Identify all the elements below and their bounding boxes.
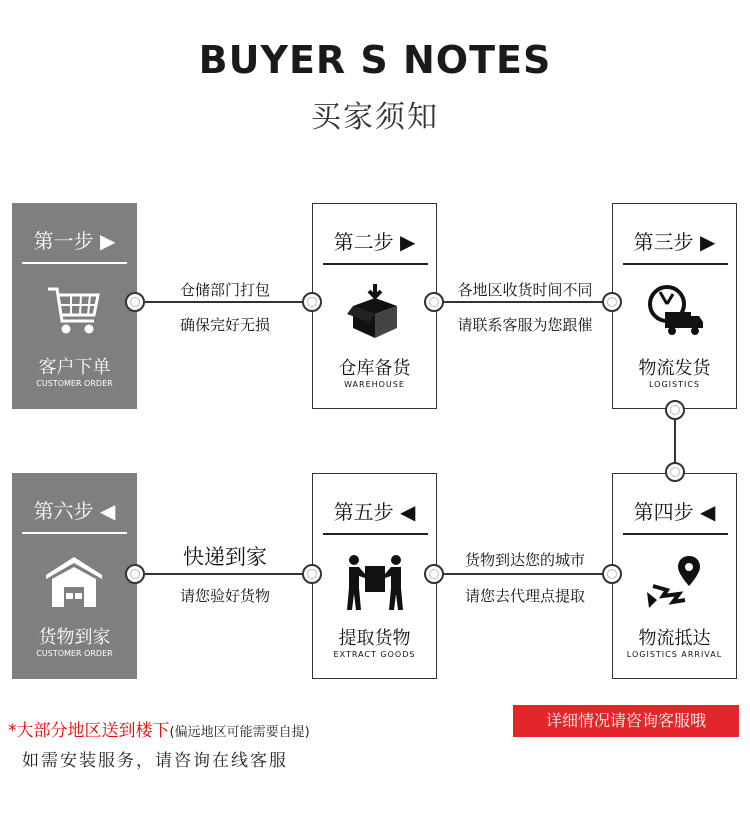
connector-2-3-top: 各地区收货时间不同 [457,281,593,299]
step-4-card [612,473,737,679]
step-3-subtitle: LOGISTICS [648,380,700,389]
divider [323,533,428,535]
step-1-subtitle: CUSTOMER ORDER [36,379,113,388]
step-1-card [12,203,137,409]
connector-node [665,400,685,420]
cart-icon [44,281,104,341]
connector-node [665,462,685,482]
step-2-title: 仓库备货 [338,358,411,379]
step-5-label: 第五步 ◀ [333,500,416,524]
step-3-card [612,203,737,409]
title-chinese: 买家须知 [311,100,439,135]
connector-2-3-bottom: 请联系客服为您跟催 [457,316,593,334]
connector-line [145,301,311,303]
connector-line [437,573,611,575]
step-6-label: 第六步 ◀ [33,499,116,523]
step-2-subtitle: WAREHOUSE [344,380,405,389]
step-6-card [12,473,137,679]
map-pin-icon [645,552,705,612]
porters-icon [345,552,405,612]
step-5-subtitle: EXTRACT GOODS [333,650,416,659]
box-icon [345,282,405,342]
connector-node [302,292,322,312]
step-4-title: 物流抵达 [638,628,711,649]
divider [22,262,127,264]
connector-node [424,564,444,584]
step-2-label: 第二步 ▶ [333,230,416,254]
delivery-note [8,716,310,741]
step-1-label: 第一步 ▶ [33,229,116,253]
connector-5-6-top: 快递到家 [183,545,267,569]
title-english: BUYER S NOTES [198,38,552,82]
connector-4-5-bottom: 请您去代理点提取 [464,587,585,605]
connector-node [302,564,322,584]
install-note: 如需安装服务，请咨询在线客服 [22,751,288,771]
house-icon [39,551,109,611]
divider [323,263,428,265]
connector-5-6-bottom: 请您验好货物 [179,587,270,605]
delivery-note-main: *大部分地区送到楼下 [8,721,170,741]
connector-node [424,292,444,312]
connector-4-5-top: 货物到达您的城市 [464,551,585,569]
step-1-title: 客户下单 [38,357,111,378]
step-3-label: 第三步 ▶ [633,230,716,254]
step-4-label: 第四步 ◀ [633,500,716,524]
step-6-subtitle: CUSTOMER ORDER [36,649,113,658]
divider [22,532,127,534]
step-5-title: 提取货物 [338,628,411,649]
step-6-title: 货物到家 [38,627,111,648]
delivery-note-remote: (偏远地区可能需要自提) [169,725,310,740]
divider [623,263,728,265]
connector-node [125,564,145,584]
step-2-card [312,203,437,409]
truck-clock-icon [645,282,705,342]
connector-1-2-bottom: 确保完好无损 [179,316,270,334]
divider [623,533,728,535]
step-5-card [312,473,437,679]
connector-line [437,301,611,303]
step-4-subtitle: LOGISTICS ARRIVAL [626,650,723,659]
connector-1-2-top: 仓储部门打包 [179,281,270,299]
consult-service-button[interactable]: 详细情况请咨询客服哦 [513,705,739,737]
connector-line [145,573,311,575]
connector-node [125,292,145,312]
step-3-title: 物流发货 [638,358,711,379]
